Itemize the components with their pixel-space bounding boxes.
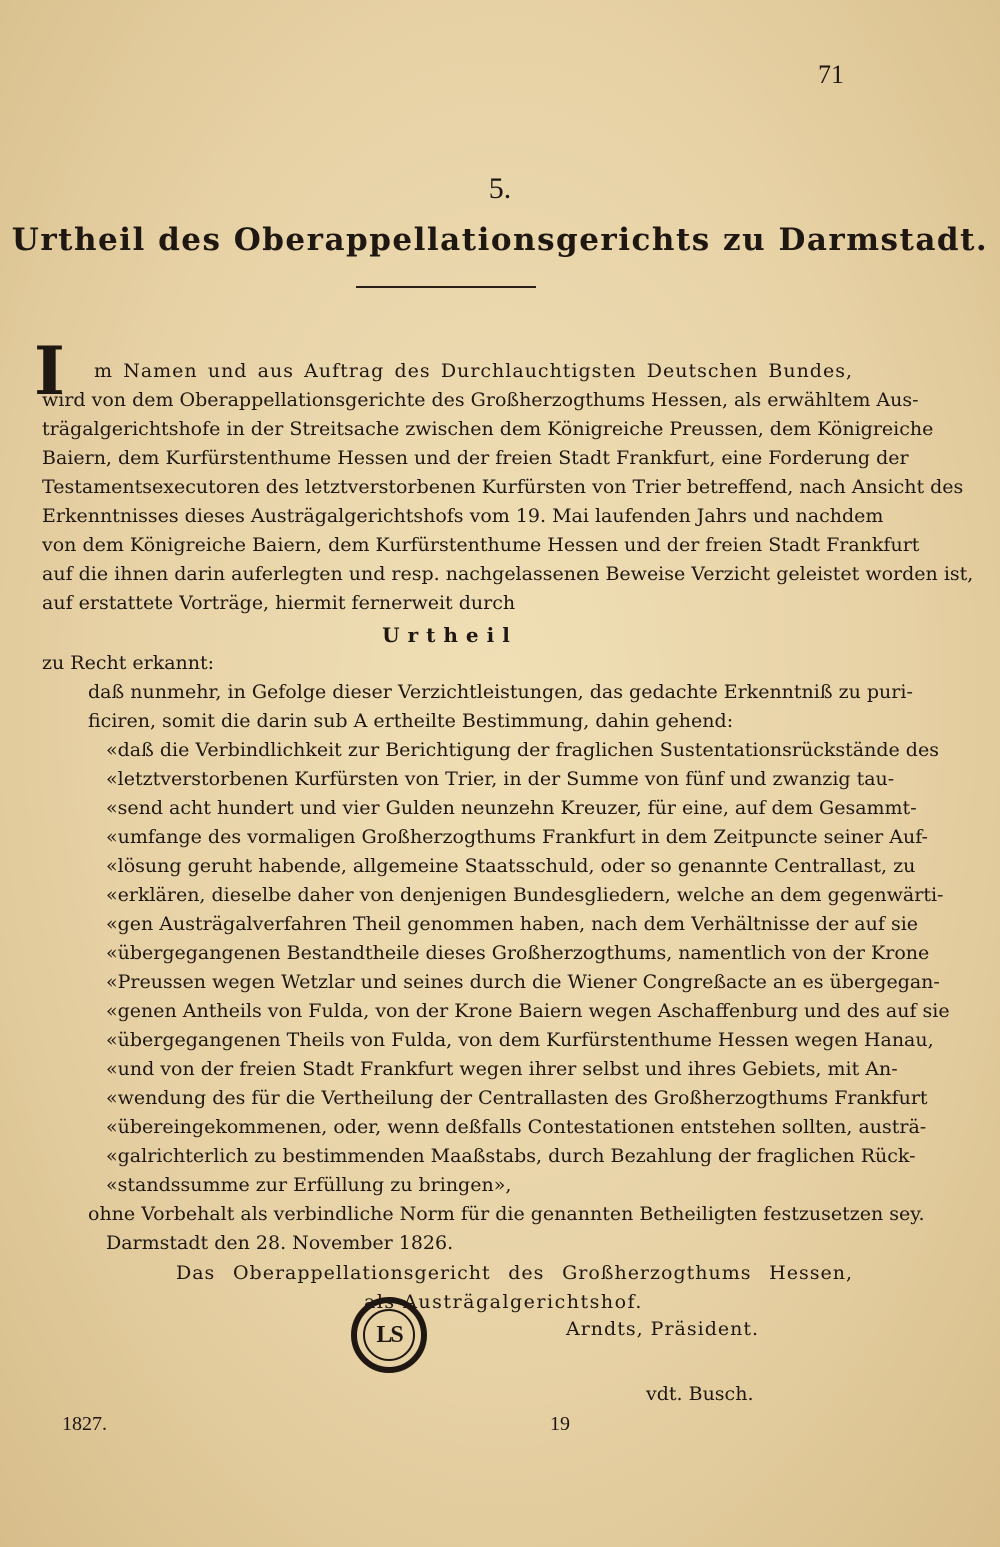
quoted-line: «send acht hundert und vier Gulden neunzehn Kreuzer, für eine, auf dem Gesammt- bbox=[106, 797, 917, 819]
quoted-line: «genen Antheils von Fulda, von der Krone Baiern wegen Aschaffenburg und des auf sie bbox=[106, 1000, 950, 1022]
quoted-line: «lösung geruht habende, allgemeine Staatsschuld, oder so genannte Centrallast, zu bbox=[106, 855, 916, 877]
footer-signature-mark: 19 bbox=[550, 1413, 570, 1435]
section-title: Urtheil des Oberappellationsgerichts zu Darmstadt. bbox=[11, 222, 989, 258]
quoted-line: «wendung des für die Vertheilung der Centrallasten des Großherzogthums Frankfurt bbox=[106, 1087, 928, 1109]
seal-stamp bbox=[351, 1297, 427, 1373]
verdict-closing: ohne Vorbehalt als verbindliche Norm für die genannten Betheiligten festzusetzen sey. bbox=[88, 1203, 925, 1225]
title-divider bbox=[356, 286, 536, 288]
preamble-line: von dem Königreiche Baiern, dem Kurfürstenthume Hessen und der freien Stadt Frankfurt bbox=[42, 534, 920, 556]
verdict-intro: zu Recht erkannt: bbox=[42, 652, 215, 674]
court-name: Das Oberappellationsgericht des Großherzogthums Hessen, bbox=[176, 1262, 853, 1284]
preamble-line: Erkenntnisses dieses Austrägalgerichtshofs vom 19. Mai laufenden Jahrs und nachdem bbox=[42, 505, 884, 527]
section-number: 5. bbox=[488, 172, 512, 205]
quoted-line: «standssumme zur Erfüllung zu bringen», bbox=[106, 1174, 512, 1196]
preamble-line: Baiern, dem Kurfürstenthume Hessen und der freien Stadt Frankfurt, eine Forderung der bbox=[42, 447, 909, 469]
verdict-heading: Urtheil bbox=[382, 623, 518, 647]
quoted-line: «und von der freien Stadt Frankfurt wegen ihrer selbst und ihres Gebiets, mit An- bbox=[106, 1058, 898, 1080]
verdict-line: daß nunmehr, in Gefolge dieser Verzichtleistungen, das gedachte Erkenntniß zu puri- bbox=[88, 681, 913, 703]
court-role: als Austrägalgerichtshof. bbox=[364, 1291, 643, 1313]
president-signature: Arndts, Präsident. bbox=[566, 1318, 760, 1340]
verdict-line: ficiren, somit die darin sub A ertheilte Bestimmung, dahin gehend: bbox=[88, 710, 734, 732]
quoted-line: «letztverstorbenen Kurfürsten von Trier, in der Summe von fünf und zwanzig tau- bbox=[106, 768, 895, 790]
preamble-line: wird von dem Oberappellationsgerichte des Großherzogthums Hessen, als erwähltem Aus- bbox=[42, 389, 919, 411]
quoted-line: «Preussen wegen Wetzlar und seines durch die Wiener Congreßacte an es übergegan- bbox=[106, 971, 940, 993]
clerk-signature: vdt. Busch. bbox=[646, 1383, 754, 1405]
quoted-line: «übergegangenen Theils von Fulda, von dem Kurfürstenthume Hessen wegen Hanau, bbox=[106, 1029, 934, 1051]
footer-year: 1827. bbox=[62, 1413, 107, 1435]
preamble-line: auf erstattete Vorträge, hiermit fernerweit durch bbox=[42, 592, 516, 614]
quoted-line: «daß die Verbindlichkeit zur Berichtigung der fraglichen Sustentationsrückstände des bbox=[106, 739, 939, 761]
preamble-line: trägalgerichtshofe in der Streitsache zwischen dem Königreiche Preussen, dem Königreiche bbox=[42, 418, 934, 440]
quoted-line: «übereingekommenen, oder, wenn deßfalls Contestationen entstehen sollten, austrä- bbox=[106, 1116, 927, 1138]
place-date: Darmstadt den 28. November 1826. bbox=[106, 1232, 454, 1254]
page-number: 71 bbox=[818, 60, 844, 89]
preamble-line: Testamentsexecutoren des letztverstorbenen Kurfürsten von Trier betreffend, nach Ansicht des bbox=[42, 476, 964, 498]
preamble-line: m Namen und aus Auftrag des Durchlauchtigsten Deutschen Bundes, bbox=[94, 360, 853, 382]
preamble-line: auf die ihnen darin auferlegten und resp. nachgelassenen Beweise Verzicht geleistet worden ist, bbox=[42, 563, 974, 585]
quoted-line: «galrichterlich zu bestimmenden Maaßstabs, durch Bezahlung der fraglichen Rück- bbox=[106, 1145, 916, 1167]
seal-inner: LS bbox=[363, 1309, 415, 1361]
quoted-line: «umfange des vormaligen Großherzogthums Frankfurt in dem Zeitpuncte seiner Auf- bbox=[106, 826, 928, 848]
quoted-line: «erklären, dieselbe daher von denjenigen Bundesgliedern, welche an dem gegenwärti- bbox=[106, 884, 944, 906]
quoted-line: «übergegangenen Bestandtheile dieses Großherzogthums, namentlich von der Krone bbox=[106, 942, 930, 964]
quoted-line: «gen Austrägalverfahren Theil genommen haben, nach dem Verhältnisse der auf sie bbox=[106, 913, 919, 935]
drop-cap: I bbox=[34, 332, 65, 410]
